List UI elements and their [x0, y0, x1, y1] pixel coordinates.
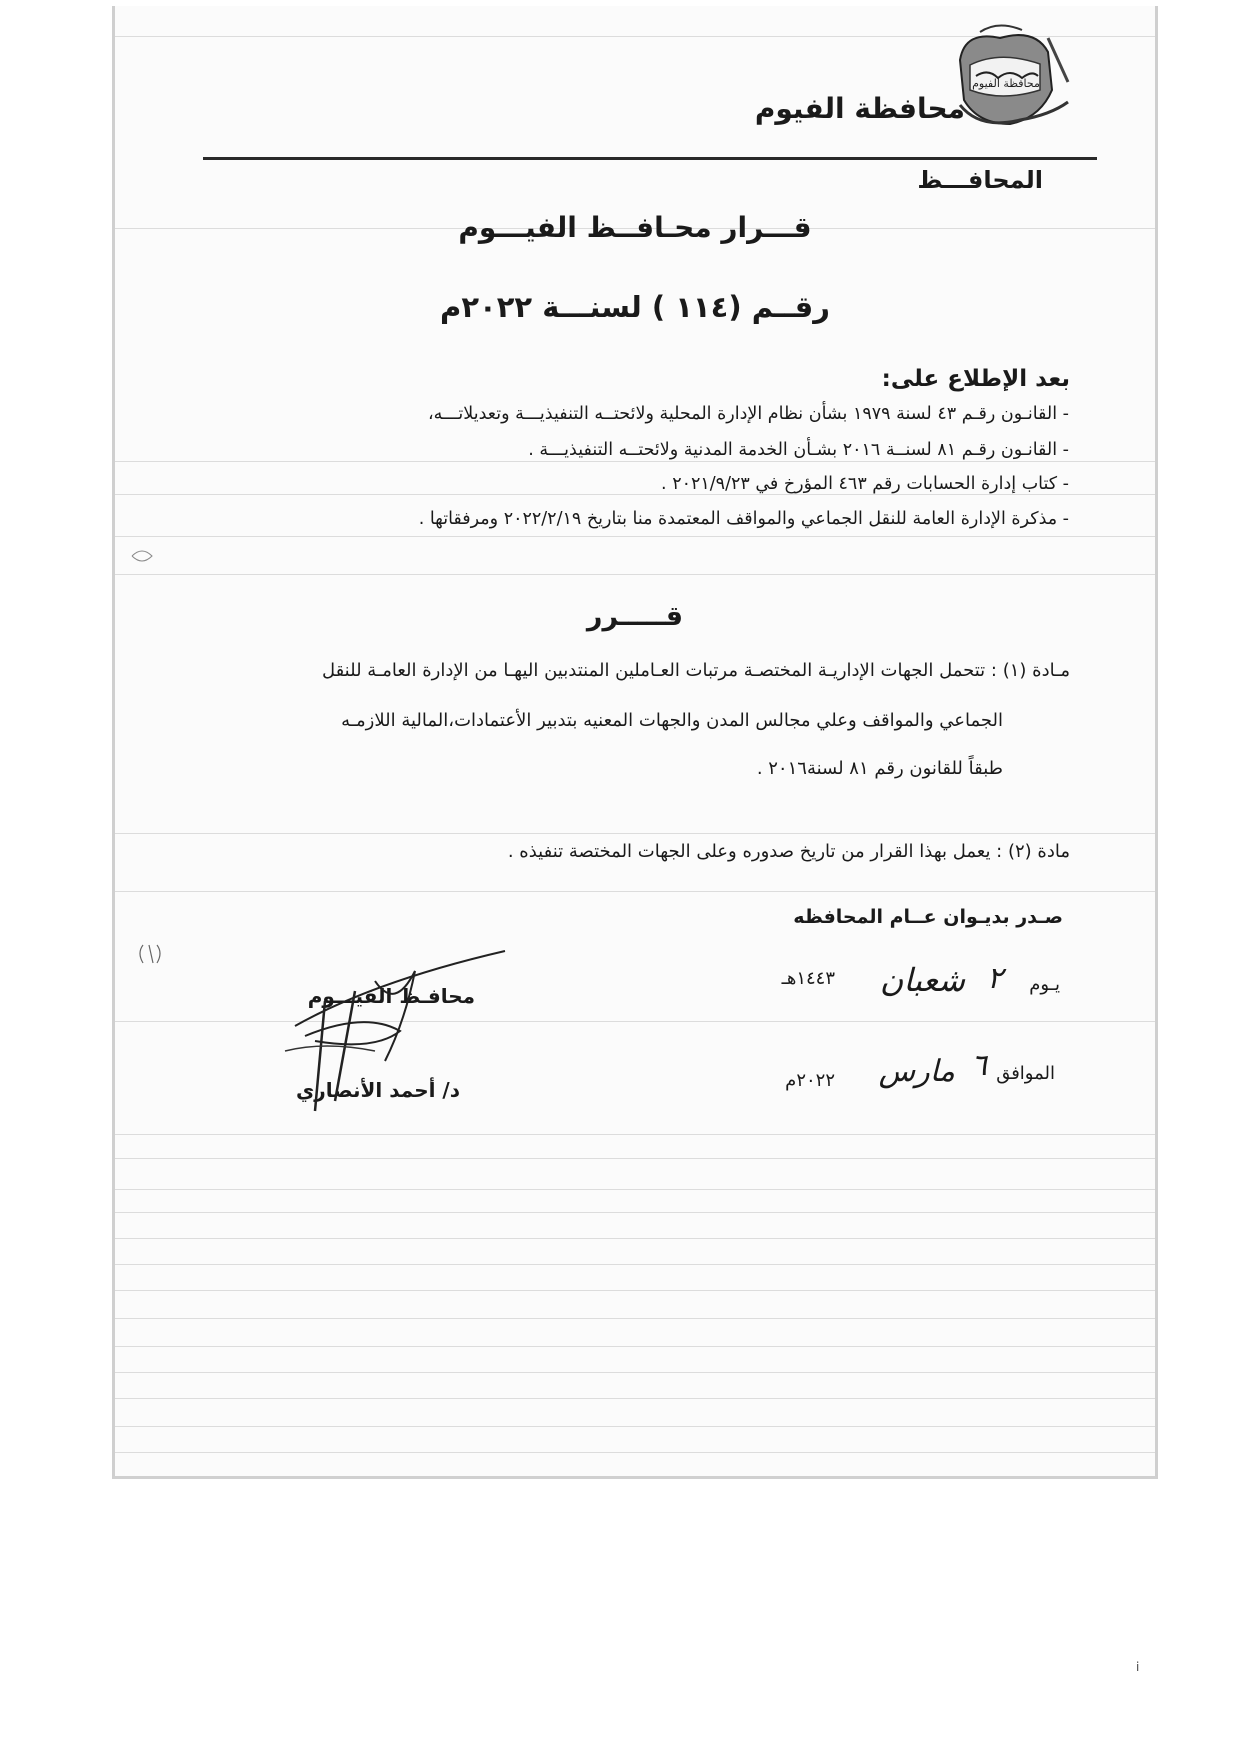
governorate-name: محافظة الفيوم [754, 92, 965, 125]
ruled-line [115, 536, 1155, 537]
hijri-handwritten-month: شعبان [879, 961, 965, 999]
ruled-line [115, 1398, 1155, 1399]
decree-heading: قـــــرر [586, 601, 684, 632]
ruled-line [115, 1238, 1155, 1239]
ruled-line [115, 1158, 1155, 1159]
ruled-line [115, 574, 1155, 575]
gregorian-handwritten-month: مارس [878, 1054, 955, 1089]
ruled-line [115, 1346, 1155, 1347]
article-1-line-3: طبقاً للقانون رقم ٨١ لسنة٢٠١٦ . [756, 758, 1003, 779]
handwritten-signature [255, 941, 515, 1116]
ruled-line [115, 1264, 1155, 1265]
ruled-line [115, 1134, 1155, 1135]
gregorian-label: الموافق [996, 1063, 1055, 1084]
document-sheet [112, 6, 1158, 1479]
page-mark: i [1136, 1660, 1140, 1674]
issued-at: صـدر بديـوان عــام المحافظه [793, 906, 1063, 928]
signatory-name: د/ أحمد الأنصاري [295, 1078, 460, 1102]
scan-mark [127, 546, 157, 566]
ruled-line [115, 494, 1155, 495]
preamble-heading: بعد الإطلاع على: [881, 366, 1070, 392]
ruled-line [115, 1189, 1155, 1190]
ruled-line [115, 833, 1155, 834]
article-2: مادة (٢) : يعمل بهذا القرار من تاريخ صدوره وعلى الجهات المختصة تنفيذه . [507, 841, 1070, 862]
hijri-year: ١٤٤٣هـ [781, 968, 835, 989]
reference-item: - القانـون رقـم ٤٣ لسنة ١٩٧٩ بشأن نظام الإدارة المحلية ولائحتــه التنفيذيـــة وتعديلاتـــه، [428, 404, 1069, 424]
hijri-day-label: يـوم [1029, 974, 1060, 995]
ruled-line [115, 461, 1155, 462]
signatory-title: محافـظ الفيـــوم [307, 984, 475, 1008]
ruled-line [115, 891, 1155, 892]
hijri-handwritten-day: ٢ [986, 961, 1003, 996]
emblem-text: محافظة الفيوم [972, 77, 1040, 90]
gregorian-year: ٢٠٢٢م [785, 1070, 835, 1091]
ruled-line [115, 1426, 1155, 1427]
ruled-line [115, 1290, 1155, 1291]
reference-item: - كتاب إدارة الحسابات رقم ٤٦٣ المؤرخ في ٢٠٢١/٩/٢٣ . [661, 474, 1069, 494]
article-1-line-2: الجماعي والمواقف وعلي مجالس المدن والجهات المعنيه بتدبير الأعتمادات،المالية اللازمـه [341, 710, 1003, 731]
ruled-line [115, 1372, 1155, 1373]
article-1-line-1: مـادة (١) : تتحمل الجهات الإداريـة المختصـة مرتبات العـاملين المنتدبين اليهـا من الإدارة العامـة للنقل [321, 660, 1070, 681]
reference-item: - مذكرة الإدارة العامة للنقل الجماعي والمواقف المعتمدة منا بتاريخ ٢٠٢٢/٢/١٩ ومرفقاتها . [418, 509, 1069, 529]
decree-title: قـــرار محـافــظ الفيـــوم [458, 211, 812, 244]
ruled-line [115, 1452, 1155, 1453]
gregorian-handwritten-day: ٦ [970, 1048, 987, 1083]
decree-number: رقــم (١١٤ ) لسنـــة ٢٠٢٢م [440, 290, 830, 324]
reference-item: - القانـون رقـم ٨١ لسنــة ٢٠١٦ بشـأن الخدمة المدنية ولائحتــه التنفيذيـــة . [528, 440, 1069, 460]
scan-mark [135, 941, 165, 966]
header-divider [203, 157, 1097, 160]
ruled-line [115, 1212, 1155, 1213]
office-label: المحافـــظ [917, 166, 1043, 194]
ruled-line [115, 1318, 1155, 1319]
